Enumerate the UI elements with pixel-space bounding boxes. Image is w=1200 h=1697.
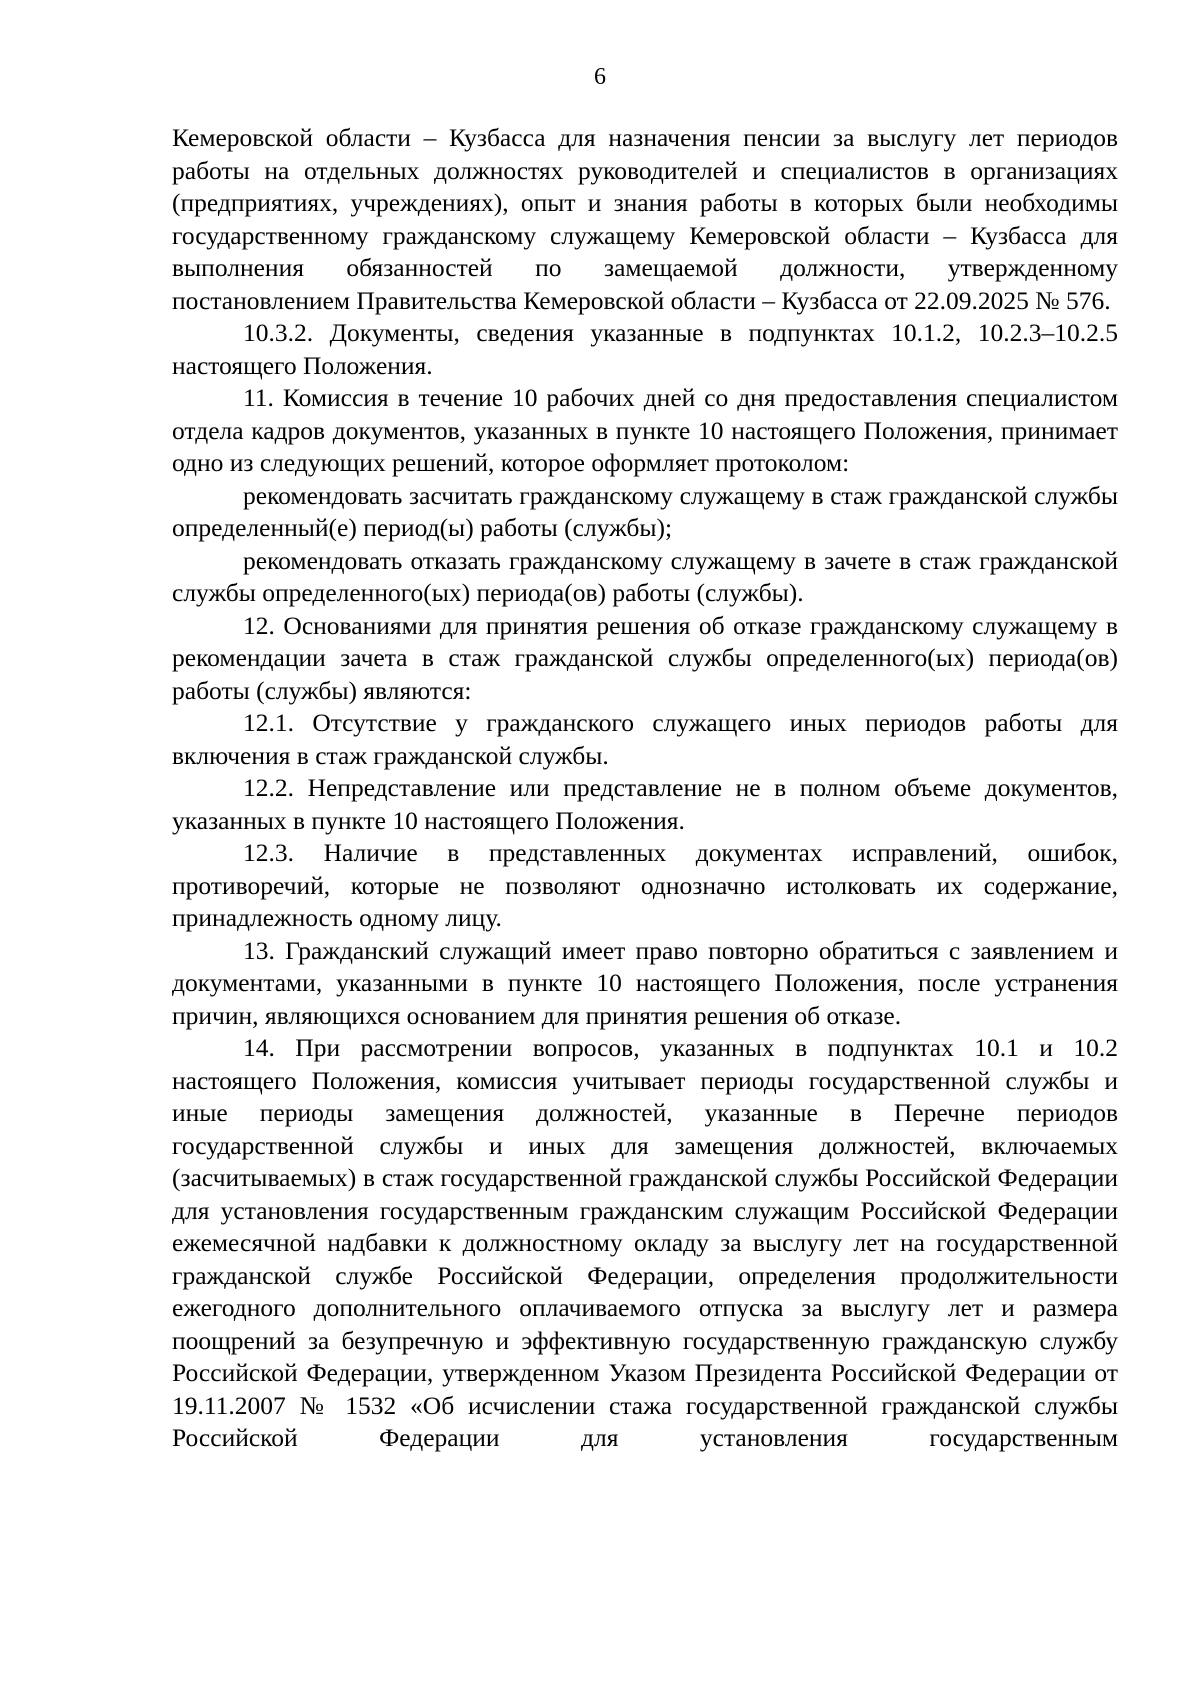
paragraph-12: 12. Основаниями для принятия решения об отказе гражданскому служащему в рекомендации зачета в стаж гражданской службы определенного(ых) периода(ов) работы (службы) являются: <box>172 610 1118 705</box>
paragraph-12-3: 12.3. Наличие в представленных документах исправлений, ошибок, противоречий, которые не позволяют однозначно истолковать их содержание, принадлежность одному лицу. <box>172 838 1118 932</box>
paragraph-11: 11. Комиссия в течение 10 рабочих дней со дня предоставления специалистом отдела кадров документов, указанных в пункте 10 настоящего Положения, принимает одно из следующих решений, которое оформляет протоколом: <box>172 383 1118 477</box>
paragraph-11-option-accept: рекомендовать засчитать гражданскому служащему в стаж гражданской службы определенный(е) период(ы) работы (службы); <box>172 480 1118 542</box>
paragraph-11-option-refuse: рекомендовать отказать гражданскому служащему в зачете в стаж гражданской службы определенного(ых) периода(ов) работы (службы). <box>172 545 1118 607</box>
document-body <box>172 122 1118 1455</box>
page-number: 6 <box>594 64 606 90</box>
paragraph-10-3-2: 10.3.2. Документы, сведения указанные в подпунктах 10.1.2, 10.2.3–10.2.5 настоящего Положения. <box>172 318 1118 380</box>
paragraph-13: 13. Гражданский служащий имеет право повторно обратиться с заявлением и документами, указанными в пункте 10 настоящего Положения, после устранения причин, являющихся основанием для принятия решения об отказе. <box>172 935 1118 1030</box>
paragraph-14: 14. При рассмотрении вопросов, указанных в подпунктах 10.1 и 10.2 настоящего Положения, комиссия учитывает периоды государственной службы и иные периоды замещения должностей, указанные в Перечне периодов государственной службы и иных для замещения должностей, включаемых (засчитываемых) в стаж государственной гражданской службы Российской Федерации для установления государственным гражданским служащим Российской Федерации ежемесячной надбавки к должностному окладу за выслугу лет на государственной гражданской службе Российской Федерации, определения продолжительности ежегодного дополнительного оплачиваемого отпуска за выслугу лет и размера поощрений за безупречную и эффективную государственную гражданскую службу Российской Федерации, утвержденном Указом Президента Российской Федерации от 19.11.2007 № 1532 «Об исчислении стажа государственной гражданской службы Российской Федерации для установления государственным <box>172 1033 1118 1452</box>
paragraph-12-2: 12.2. Непредставление или представление не в полном объеме документов, указанных в пункте 10 настоящего Положения. <box>172 773 1118 835</box>
paragraph-continuation: Кемеровской области – Кузбасса для назначения пенсии за выслугу лет периодов работы на отдельных должностях руководителей и специалистов в организациях (предприятиях, учреждениях), опыт и знания работы в которых были необходимы государственному гражданскому служащему Кемеровской области – Кузбасса для выполнения обязанностей по замещаемой должности, утвержденному постановлением Правительства Кемеровской области – Кузбасса от 22.09.2025 № 576. <box>172 123 1118 315</box>
paragraph-12-1: 12.1. Отсутствие у гражданского служащего иных периодов работы для включения в стаж гражданской службы. <box>172 708 1118 770</box>
